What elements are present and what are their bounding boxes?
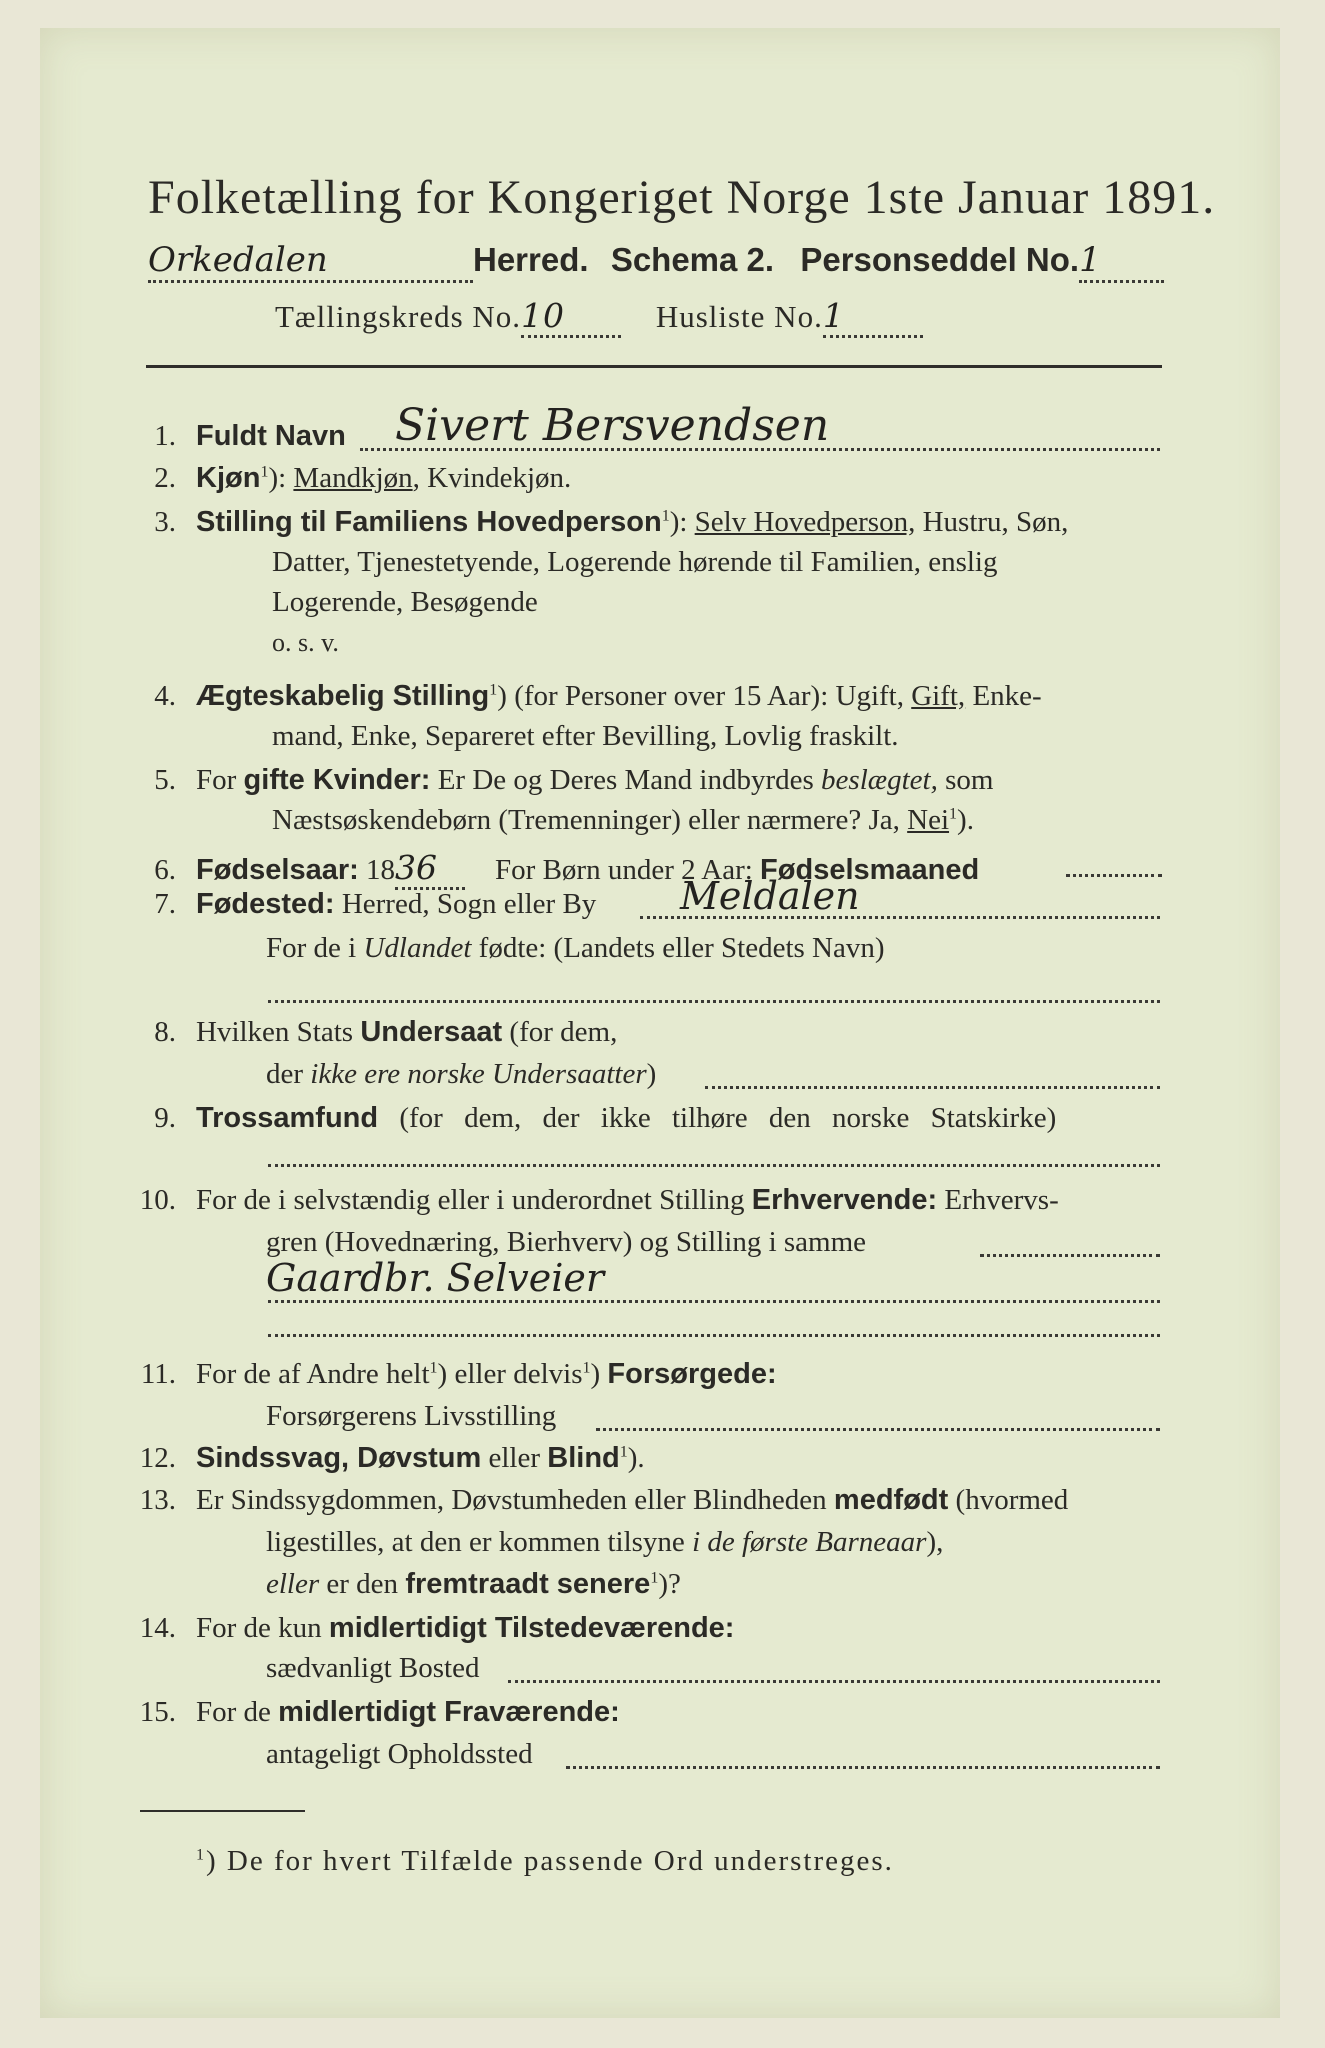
forsorgede-label: Forsørgede: xyxy=(607,1358,777,1390)
text: For de kun xyxy=(196,1612,329,1644)
husliste-label: Husliste No. xyxy=(655,299,823,334)
item-1 xyxy=(126,420,346,453)
erhverv-value: Gaardbr. Selveier xyxy=(266,1256,605,1300)
text-italic: Udlandet xyxy=(363,932,472,964)
text: Hustru, Søn, xyxy=(915,506,1069,538)
text: ): xyxy=(669,506,695,538)
fodselsmaaned-line xyxy=(1066,874,1162,877)
item-15-line2: antageligt Opholdssted xyxy=(266,1738,533,1770)
text: 18 xyxy=(358,854,396,886)
footnote-mark: 1 xyxy=(582,1359,591,1377)
trossamfund-line xyxy=(268,1164,1160,1167)
personseddel-value: 1 xyxy=(1079,240,1164,283)
item-4 xyxy=(126,680,1042,713)
text: (hvormed xyxy=(948,1484,1069,1516)
text: er den xyxy=(319,1568,406,1600)
fodselsaar-value: 36 xyxy=(395,848,465,890)
text-italic: ikke ere norske Undersaatter xyxy=(310,1058,647,1090)
erhverv-line-1 xyxy=(980,1254,1160,1257)
item-8-line2 xyxy=(266,1058,656,1091)
fuldt-navn-value: Sivert Bersvendsen xyxy=(395,400,830,451)
beslaegtet-option-selected: Nei xyxy=(907,804,950,836)
husliste-value: 1 xyxy=(823,296,923,338)
text: For de i xyxy=(266,932,364,964)
text: ), xyxy=(926,1526,944,1558)
bosted-line xyxy=(508,1680,1160,1683)
item-13-line3 xyxy=(266,1568,681,1601)
text: ). xyxy=(957,804,974,836)
sindssvag-label: Sindssvag, Døvstum xyxy=(196,1442,482,1474)
item-number: 15. xyxy=(139,1696,176,1728)
footnote-text: ) De for hvert Tilfælde passende Ord understreges. xyxy=(206,1845,894,1877)
item-number: 11. xyxy=(140,1358,176,1390)
item-10-line2: gren (Hovednæring, Bierhverv) og Stilling i samme xyxy=(266,1226,867,1258)
fodested-value: Meldalen xyxy=(680,874,860,918)
forsorger-line xyxy=(596,1428,1160,1431)
text: For Børn under 2 Aar: xyxy=(495,854,761,886)
kjon-option-selected: Mandkjøn xyxy=(293,462,413,494)
item-7-line2 xyxy=(266,932,885,965)
text: ) (for Personer over 15 Aar): Ugift, xyxy=(497,680,912,712)
header-row-2 xyxy=(275,296,923,338)
text-italic: beslægtet, xyxy=(821,764,938,796)
header-row-1 xyxy=(148,240,1164,283)
item-11-line2: Forsørgerens Livsstilling xyxy=(266,1400,557,1432)
gifte-kvinder-label: gifte Kvinder: xyxy=(243,764,431,796)
item-number: 5. xyxy=(154,764,176,796)
item-number: 1. xyxy=(154,420,176,452)
item-12 xyxy=(126,1442,645,1475)
item-number: 10. xyxy=(139,1184,176,1216)
text: )? xyxy=(658,1568,681,1600)
footnote-mark: 1 xyxy=(196,1846,206,1864)
fodselsmaaned-label: Fødselsmaaned xyxy=(760,854,980,886)
item-13-line2 xyxy=(266,1526,943,1559)
item-10 xyxy=(126,1184,1059,1217)
text: ): xyxy=(268,462,294,494)
text: For xyxy=(196,764,244,796)
text: som xyxy=(937,764,994,796)
aegteskab-label: Ægteskabelig Stilling xyxy=(196,680,490,712)
item-number: 6. xyxy=(154,854,176,886)
text: Erhvervs- xyxy=(937,1184,1059,1216)
text: For de xyxy=(196,1696,279,1728)
footnote-mark: 1 xyxy=(260,463,269,481)
fuldt-navn-label: Fuldt Navn xyxy=(196,420,346,452)
footnote xyxy=(196,1845,894,1878)
item-11 xyxy=(126,1358,777,1391)
item-5 xyxy=(126,764,993,797)
text: Næstsøskendebørn (Tremenninger) eller nærmere? Ja, xyxy=(272,804,908,836)
text: Er Sindssygdommen, Døvstumheden eller Blindheden xyxy=(196,1484,834,1516)
fodselsaar-label: Fødselsaar: xyxy=(196,854,359,886)
text: Er De og Deres Mand indbyrdes xyxy=(430,764,822,796)
footnote-mark: 1 xyxy=(650,1569,659,1587)
item-14-line2: sædvanligt Bosted xyxy=(266,1652,480,1684)
form-title: Folketælling for Kongeriget Norge 1ste Januar 1891. xyxy=(148,171,1216,224)
item-number: 3. xyxy=(154,506,176,538)
footnote-rule xyxy=(140,1810,305,1812)
herred-label: Herred. xyxy=(473,241,589,278)
fravaerende-label: midlertidigt Fraværende: xyxy=(278,1696,620,1728)
text: ). xyxy=(627,1442,645,1474)
item-number: 14. xyxy=(139,1612,176,1644)
item-5-line2 xyxy=(272,804,974,837)
stilling-option-selected: Selv Hovedperson, xyxy=(694,506,916,538)
item-4-line2: mand, Enke, Separeret efter Bevilling, Lovlig fraskilt. xyxy=(272,720,899,752)
footnote-mark: 1 xyxy=(661,507,670,525)
text: ligestilles, at den er kommen tilsyne xyxy=(266,1526,693,1558)
fremtraadt-label: fremtraadt senere xyxy=(405,1568,651,1600)
item-number: 13. xyxy=(139,1484,176,1516)
personseddel-label: Personseddel No. xyxy=(800,241,1080,278)
undersaat-line xyxy=(705,1086,1160,1089)
text-italic: i de første Barneaar xyxy=(692,1526,927,1558)
schema-label: Schema 2. xyxy=(610,241,775,278)
item-number: 9. xyxy=(154,1102,176,1134)
item-3-line3: Logerende, Besøgende xyxy=(272,586,538,618)
item-3-line2: Datter, Tjenestetyende, Logerende hørende til Familien, enslig xyxy=(272,546,998,578)
text: ) eller delvis xyxy=(437,1358,583,1390)
erhverv-line-3 xyxy=(268,1334,1160,1337)
text: fødte: (Landets eller Stedets Navn) xyxy=(471,932,885,964)
text: eller xyxy=(481,1442,548,1474)
item-number: 7. xyxy=(154,888,176,920)
aegteskab-option-selected: Gift, xyxy=(911,680,966,712)
text: Enke- xyxy=(965,680,1042,712)
text: (for dem, xyxy=(502,1016,618,1048)
item-15 xyxy=(126,1696,620,1729)
tilstedevaerende-label: midlertidigt Tilstedeværende: xyxy=(328,1612,735,1644)
blind-label: Blind xyxy=(547,1442,620,1474)
stilling-label: Stilling til Familiens Hovedperson xyxy=(196,506,662,538)
footnote-mark: 1 xyxy=(619,1443,628,1461)
medfodt-label: medfødt xyxy=(833,1484,949,1516)
item-3-line4: o. s. v. xyxy=(272,628,339,657)
kjon-label: Kjøn xyxy=(196,462,261,494)
udland-line xyxy=(268,1000,1160,1003)
item-14 xyxy=(126,1612,734,1645)
footnote-mark: 1 xyxy=(949,805,958,823)
item-number: 8. xyxy=(154,1016,176,1048)
text: ) xyxy=(646,1058,657,1090)
undersaat-label: Undersaat xyxy=(360,1016,503,1048)
text-italic: eller xyxy=(266,1568,320,1600)
item-2 xyxy=(126,462,571,495)
item-number: 2. xyxy=(154,462,176,494)
fodested-label: Fødested: xyxy=(196,888,335,920)
footnote-mark: 1 xyxy=(429,1359,438,1377)
text: Hvilken Stats xyxy=(196,1016,361,1048)
text: ) xyxy=(590,1358,608,1390)
text: For de af Andre helt xyxy=(196,1358,430,1390)
taellingskreds-value: 10 xyxy=(521,296,621,338)
item-7 xyxy=(126,888,596,921)
text: der xyxy=(266,1058,311,1090)
item-number: 4. xyxy=(154,680,176,712)
item-9 xyxy=(126,1102,1056,1135)
footnote-mark: 1 xyxy=(489,681,498,699)
text: For de i selvstændig eller i underordnet Stilling xyxy=(196,1184,752,1216)
item-3 xyxy=(126,506,1068,539)
text: Herred, Sogn eller By xyxy=(334,888,597,920)
item-number: 12. xyxy=(139,1442,176,1474)
text: , Kvindekjøn. xyxy=(412,462,572,494)
trossamfund-label: Trossamfund xyxy=(196,1102,379,1134)
opholdssted-line xyxy=(566,1766,1160,1769)
text: (for dem, der ikke tilhøre den norske Statskirke) xyxy=(378,1102,1057,1134)
taellingskreds-label: Tællingskreds No. xyxy=(275,299,522,334)
header-rule xyxy=(146,365,1162,368)
erhvervende-label: Erhvervende: xyxy=(751,1184,938,1216)
item-8 xyxy=(126,1016,617,1049)
erhverv-line-2 xyxy=(268,1300,1160,1303)
item-13 xyxy=(126,1484,1068,1517)
herred-value: Orkedalen xyxy=(148,240,473,283)
